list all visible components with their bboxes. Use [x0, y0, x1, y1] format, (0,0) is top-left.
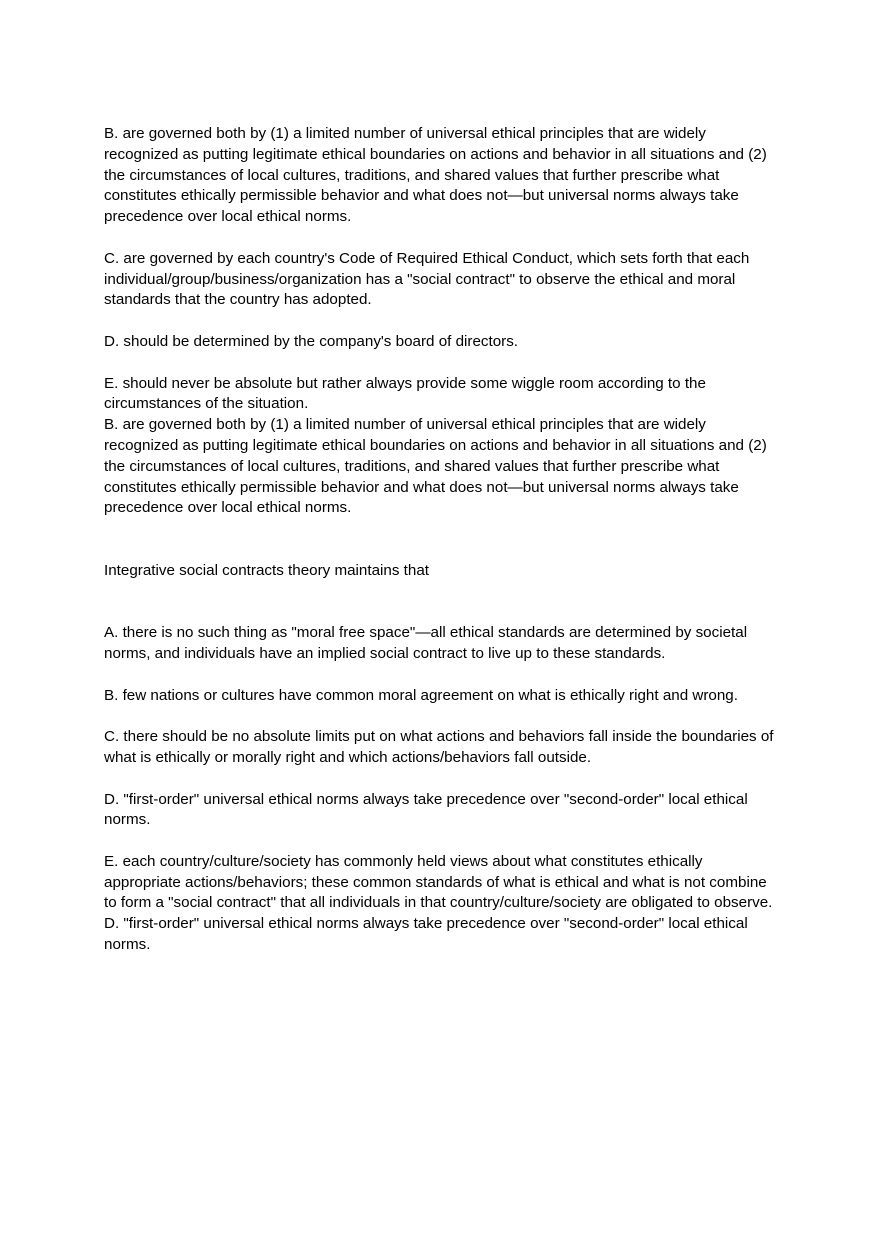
q2-option-e: E. each country/culture/society has commonly held views about what constitutes ethically appropriate actions/behaviors; these common standards of what is ethical and what is not combine to form a "social contract" that all individuals in that country/culture/society are obligated to observe. [104, 852, 773, 912]
spacer [104, 665, 780, 686]
document-page [104, 124, 780, 956]
q2-option-c: C. there should be no absolute limits put on what actions and behaviors fall inside the boundaries of what is ethically or morally right and which actions/behaviors fall outside. [104, 728, 774, 766]
spacer [104, 353, 780, 374]
spacer [104, 228, 780, 249]
q2-option-d: D. "first-order" universal ethical norms always take precedence over "second-order" local ethical norms. [104, 790, 748, 829]
q1-option-d: D. should be determined by the company's board of directors. [104, 332, 519, 350]
q1-option-e: E. should never be absolute but rather always provide some wiggle room according to the circumstances of the situation. [104, 374, 706, 413]
q2-option-b: B. few nations or cultures have common moral agreement on what is ethically right and wrong. [104, 686, 738, 704]
q2-option-a: A. there is no such thing as "moral free space"—all ethical standards are determined by societal norms, and individuals have an implied social contract to live up to these standards. [104, 624, 748, 662]
q2-answer: D. "first-order" universal ethical norms always take precedence over "second-order" local ethical norms. [104, 915, 748, 954]
q1-answer: B. are governed both by (1) a limited number of universal ethical principles that are widely recognized as putting legitimate ethical boundaries on actions and behavior in all situations and (2) the circumstances of local cultures, traditions, and shared values that further prescribe what constitutes ethically permissible behavior and what does not—but universal norms always take precedence over local ethical norms. [104, 416, 767, 517]
spacer [104, 311, 780, 332]
spacer [104, 519, 780, 561]
q2-question: Integrative social contracts theory maintains that [104, 561, 430, 579]
spacer [104, 706, 780, 727]
spacer [104, 582, 780, 624]
spacer [104, 769, 780, 790]
q1-option-c: C. are governed by each country's Code of Required Ethical Conduct, which sets forth that each individual/group/business/organization has a "social contract" to observe the ethical and moral standards that the country has adopted. [104, 249, 750, 309]
q1-option-b: B. are governed both by (1) a limited number of universal ethical principles that are widely recognized as putting legitimate ethical boundaries on actions and behavior in all situations and (2) the circumstances of local cultures, traditions, and shared values that further prescribe what constitutes ethically permissible behavior and what does not—but universal norms always take precedence over local ethical norms. [104, 125, 767, 226]
spacer [104, 831, 780, 852]
